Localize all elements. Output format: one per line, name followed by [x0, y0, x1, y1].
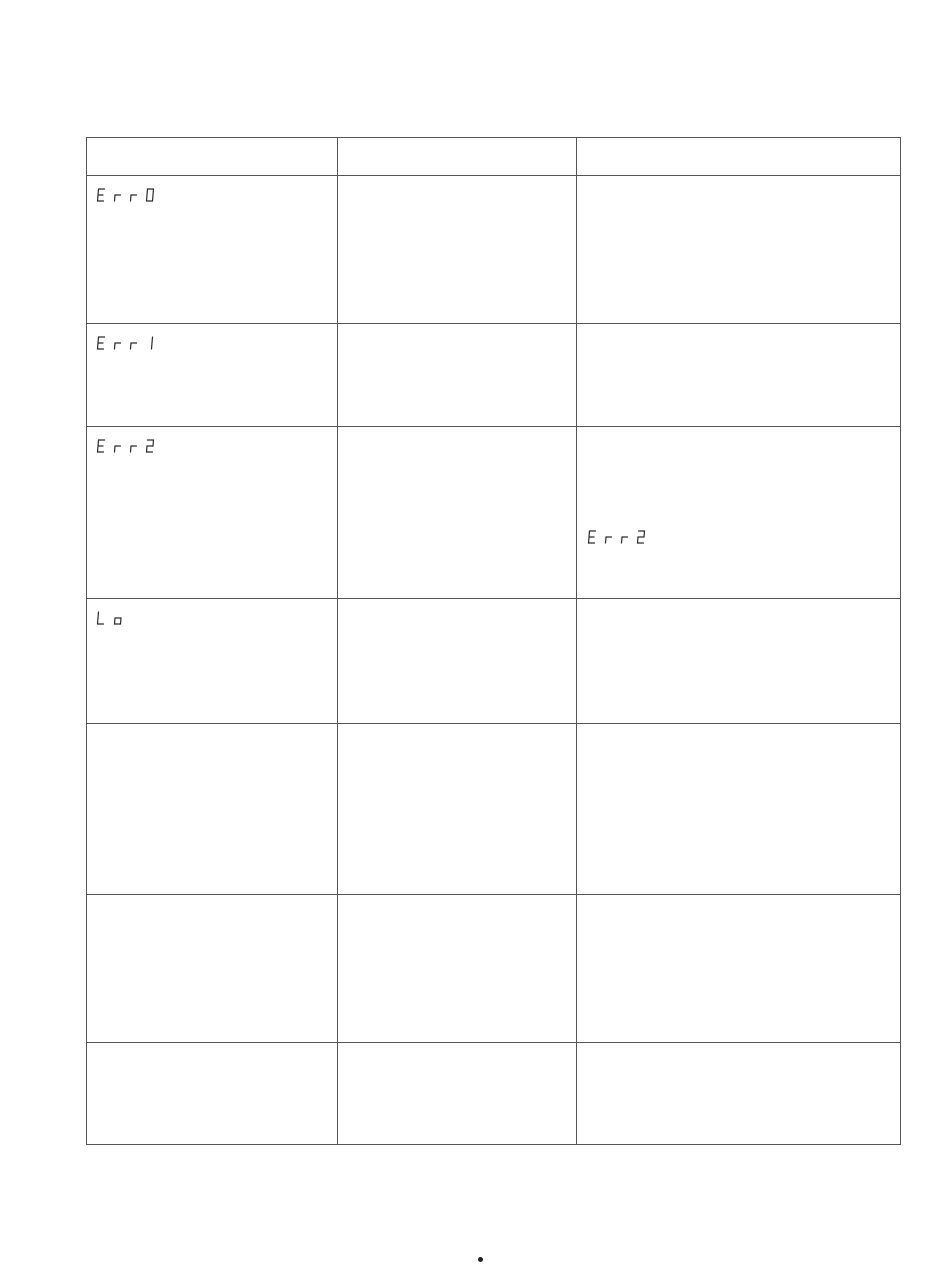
error-code-table: [86, 137, 901, 1145]
remedy-code-text: [577, 427, 578, 428]
description-cell: [338, 724, 577, 895]
table-row: [87, 176, 901, 324]
table-row: [87, 427, 901, 599]
code-cell: [87, 176, 338, 324]
remedy-cell: [577, 176, 901, 324]
code-cell: [87, 427, 338, 599]
seven-segment-code-lo: [96, 609, 123, 625]
code-cell: [87, 324, 338, 427]
description-cell: [338, 599, 577, 724]
header-cell-2: [338, 138, 577, 176]
code-text: [87, 324, 88, 325]
code-text: [87, 427, 88, 428]
description-cell: [338, 176, 577, 324]
table-row: [87, 599, 901, 724]
description-cell: [338, 427, 577, 599]
page-marker-text: [478, 1257, 479, 1258]
table-row: [87, 324, 901, 427]
remedy-cell: [577, 599, 901, 724]
remedy-cell: [577, 1043, 901, 1145]
table-row: [87, 1043, 901, 1145]
seven-segment-code-err0: [96, 186, 155, 202]
remedy-cell: [577, 895, 901, 1043]
description-cell: [338, 1043, 577, 1145]
remedy-cell: [577, 724, 901, 895]
page-marker-dot: [478, 1257, 483, 1262]
code-text: [87, 176, 88, 177]
header-cell-1: [87, 138, 338, 176]
remedy-cell: [577, 324, 901, 427]
code-cell: [87, 724, 338, 895]
seven-segment-code-err2-inline: [587, 528, 646, 544]
code-cell: [87, 599, 338, 724]
code-text: [87, 599, 88, 600]
code-cell: [87, 1043, 338, 1145]
header-cell-3: [577, 138, 901, 176]
code-cell: [87, 895, 338, 1043]
description-cell: [338, 895, 577, 1043]
table-row: [87, 724, 901, 895]
seven-segment-code-err2: [96, 437, 155, 453]
seven-segment-code-err1: [96, 334, 155, 350]
description-cell: [338, 324, 577, 427]
table-row: [87, 895, 901, 1043]
remedy-cell: [577, 427, 901, 599]
table-header-row: [87, 138, 901, 176]
